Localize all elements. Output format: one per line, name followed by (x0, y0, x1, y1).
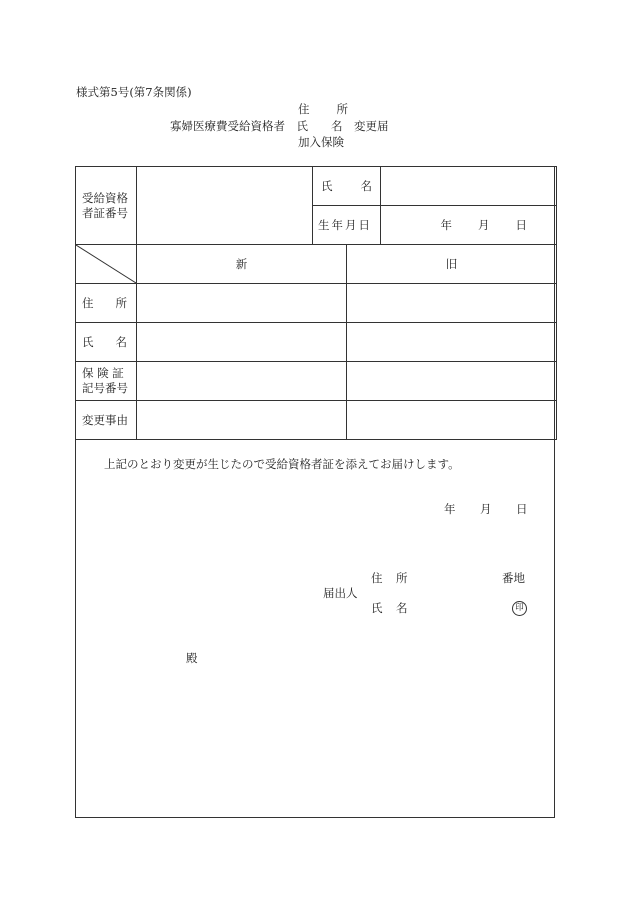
new-column-header: 新 (137, 245, 347, 284)
cert-number-field[interactable] (137, 167, 313, 245)
applicant-name-label-b: 名 (396, 601, 408, 615)
banchi-label: 番地 (502, 571, 525, 585)
title-bottom-line: 加入保険 (298, 135, 344, 149)
name-field[interactable] (381, 167, 557, 206)
seal-icon: 印 (512, 599, 527, 616)
address-old-field[interactable] (347, 284, 557, 323)
insurance-label: 保 険 証 記号番号 (76, 362, 137, 401)
birthdate-field[interactable]: 年 月 日 (381, 206, 557, 245)
applicant-address-label-a: 住 (371, 571, 383, 585)
insurance-old-field[interactable] (347, 362, 557, 401)
diagonal-header-cell (76, 245, 137, 284)
title-top-line (298, 101, 348, 117)
address-new-field[interactable] (137, 284, 347, 323)
old-column-header: 旧 (347, 245, 557, 284)
submit-month: 月 (480, 502, 492, 516)
name-new-field[interactable] (137, 323, 347, 362)
insurance-new-field[interactable] (137, 362, 347, 401)
form-title: 寡婦医療費受給資格者 氏 名 変更届 (170, 119, 389, 133)
declaration-text: 上記のとおり変更が生じたので受給資格者証を添えてお届けします。 (104, 457, 460, 471)
title-top-b: 所 (336, 102, 348, 116)
applicant-address-label-b: 所 (396, 571, 408, 585)
birthdate-label: 生年月日 (313, 206, 381, 245)
name-old-field[interactable] (347, 323, 557, 362)
diagonal-line (76, 245, 136, 283)
submit-day: 日 (516, 502, 528, 516)
reason-label: 変更事由 (76, 401, 137, 440)
address-label: 住 所 (76, 284, 137, 323)
form-number: 様式第5号(第7条関係) (76, 85, 192, 99)
name-label: 氏 名 (313, 167, 381, 206)
reason-new-field[interactable] (137, 401, 347, 440)
name-row-label: 氏 名 (76, 323, 137, 362)
submit-year: 年 (444, 502, 456, 516)
form-table (75, 166, 557, 440)
addressee-label: 殿 (186, 651, 198, 665)
applicant-name-label-a: 氏 (371, 601, 383, 615)
applicant-label: 届出人 (323, 586, 358, 600)
reason-old-field[interactable] (347, 401, 557, 440)
title-top-a: 住 (298, 102, 310, 116)
cert-number-label: 受給資格 者証番号 (76, 167, 137, 245)
